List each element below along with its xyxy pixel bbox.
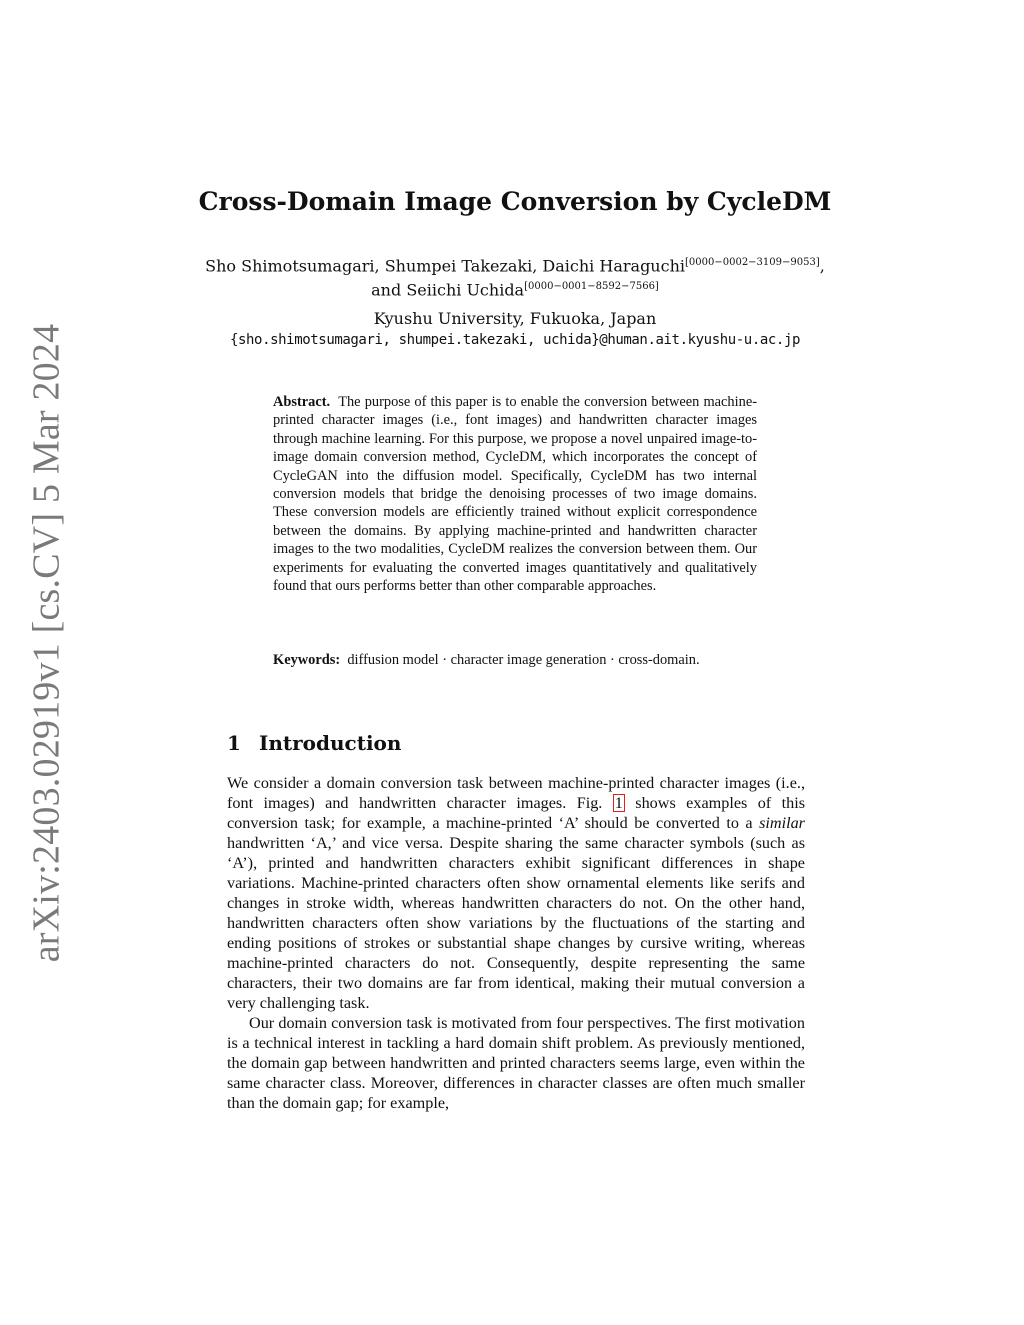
keywords-label: Keywords: — [273, 652, 341, 668]
emphasis-similar: similar — [759, 814, 805, 832]
author-line-1: Sho Shimotsumagari, Shumpei Takezaki, Daichi Haraguchi — [205, 256, 685, 276]
section-heading-introduction — [227, 730, 807, 756]
keywords-text: diffusion model · character image generation · cross-domain. — [347, 652, 700, 668]
paper-title: Cross-Domain Image Conversion by CycleDM — [198, 187, 832, 216]
orcid-uchida[interactable]: [0000−0001−8592−7566] — [524, 281, 659, 293]
abstract — [273, 393, 757, 595]
arxiv-identifier-text: arXiv:2403.02919v1 [cs.CV] 5 Mar 2024 — [25, 323, 68, 962]
affiliation: Kyushu University, Fukuoka, Japan — [373, 309, 657, 328]
figure-1-reference-link[interactable]: 1 — [614, 794, 623, 812]
section-title: Introduction — [259, 731, 402, 755]
abstract-label: Abstract. — [273, 394, 331, 410]
keywords — [273, 650, 757, 670]
intro-paragraph-1 — [227, 773, 805, 1013]
section-number: 1 — [227, 731, 241, 755]
paragraph-1-part-2: shows examples of this conversion task; for example, a machine-printed ‘A’ should be converted to a — [227, 794, 806, 832]
author-line-2: and Seiichi Uchida — [371, 280, 525, 300]
author-emails[interactable]: {sho.shimotsumagari, shumpei.takezaki, uchida}@human.ait.kyushu-u.ac.jp — [229, 332, 801, 348]
arxiv-identifier-stamp[interactable] — [20, 323, 72, 962]
paragraph-1-part-3: handwritten ‘A,’ and vice versa. Despite sharing the same character symbols (such as ‘A’), printed and handwritten characters exhibit significant differences in shape variations. Machine-printed characters often show ornamental elements like serifs and changes in stroke width, whereas handwritten characters do not. On the other hand, handwritten characters often show variations by the fluctuations of the starting and ending positions of strokes or substantial shape changes by cursive writing, whereas machine-printed characters do not. Consequently, despite representing the same characters, their two domains are far from identical, making their mutual conversion a very challenging task. — [227, 834, 805, 1012]
abstract-text: The purpose of this paper is to enable the conversion between machine-printed character images (i.e., font images) and handwritten character images through machine learning. For this purpose, we propose a novel unpaired image-to-image domain conversion method, CycleDM, which incorporates the concept of CycleGAN into the diffusion model. Specifically, CycleDM has two internal conversion models that bridge the denoising processes of two image domains. These conversion models are efficiently trained without explicit correspondence between the domains. By applying machine-printed and handwritten character images to the two modalities, CycleDM realizes the conversion between them. Our experiments for evaluating the converted images quantitatively and qualitatively found that ours performs better than other comparable approaches. — [273, 394, 757, 595]
intro-paragraph-2: Our domain conversion task is motivated from four perspectives. The first motivation is a technical interest in tackling a hard domain shift problem. As previously mentioned, the domain gap between handwritten and printed characters seems large, even within the same character class. Moreover, differences in character classes are often much smaller than the domain gap; for example, — [227, 1014, 805, 1112]
author-line-1-end: , — [819, 256, 825, 276]
paragraph-1-part-1: We consider a domain conversion task between machine-printed character images (i.e., font images) and handwritten character images. Fig. — [227, 774, 805, 812]
orcid-haraguchi[interactable]: [0000−0002−3109−9053] — [685, 257, 820, 268]
author-list — [180, 252, 850, 301]
